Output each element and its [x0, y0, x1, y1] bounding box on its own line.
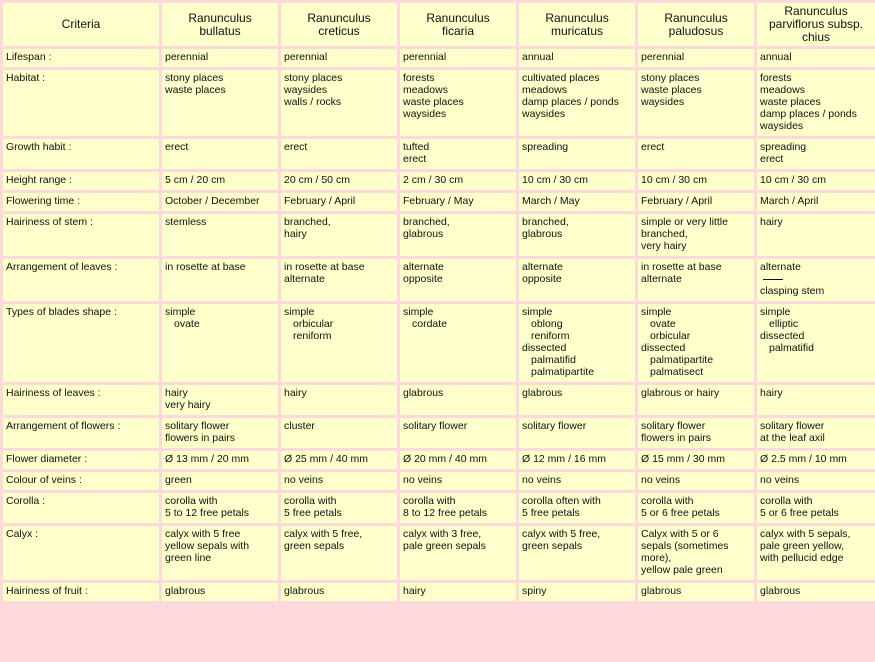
cell-line: annual [522, 51, 554, 63]
cell-line: waysides [284, 84, 328, 96]
table-cell [638, 172, 754, 190]
table-row [3, 139, 875, 169]
cell-line: Ø 13 mm / 20 mm [165, 453, 250, 465]
cell-line: stony places [284, 72, 343, 84]
cell-line: solitary flower [641, 420, 706, 432]
cell-line: glabrous [403, 228, 444, 240]
cell-line: 2 cm / 30 cm [403, 174, 464, 186]
criteria-label: Flowering time : [3, 193, 159, 211]
cell-line: hairy [284, 387, 307, 399]
cell-line: glabrous or hairy [641, 387, 720, 399]
table-cell [638, 451, 754, 469]
table-row [3, 193, 875, 211]
cell-line: waysides [522, 108, 566, 120]
cell-line: Ø 15 mm / 30 mm [641, 453, 726, 465]
table-cell [638, 304, 754, 382]
table-row [3, 385, 875, 415]
table-row [3, 49, 875, 67]
table-cell [400, 172, 516, 190]
cell-line: solitary flower [760, 420, 825, 432]
cell-line: simple or very little [641, 216, 728, 228]
table-cell [281, 70, 397, 136]
cell-line: perennial [165, 51, 209, 63]
cell-line: waysides [403, 108, 447, 120]
table-cell [757, 70, 875, 136]
table-cell [519, 451, 635, 469]
species-name-line: Ranunculus [664, 10, 728, 25]
species-name-line: muricatus [550, 23, 603, 38]
cell-line: calyx with 3 free, [403, 528, 482, 540]
cell-line: hairy [165, 387, 188, 399]
cell-line: waysides [641, 96, 685, 108]
table-row [3, 493, 875, 523]
table-cell [162, 418, 278, 448]
table-cell [757, 139, 875, 169]
cell-line: 5 free petals [522, 507, 580, 519]
cell-line: glabrous [641, 585, 682, 597]
table-cell [757, 304, 875, 382]
species-header [400, 3, 516, 46]
table-cell [281, 451, 397, 469]
table-cell [638, 70, 754, 136]
table-cell [757, 172, 875, 190]
table-cell [281, 385, 397, 415]
cell-line: no veins [403, 474, 443, 486]
cell-line: perennial [403, 51, 447, 63]
species-name-line: Ranunculus [545, 10, 609, 25]
cell-line: green [165, 474, 192, 486]
cell-line: no veins [760, 474, 800, 486]
species-name-line: ficaria [441, 23, 474, 38]
table-cell [519, 304, 635, 382]
table-cell [162, 70, 278, 136]
criteria-label: Hairiness of stem : [3, 214, 159, 256]
table-cell [162, 193, 278, 211]
species-name-line: parviflorus subsp. [768, 17, 864, 31]
cell-line: with pellucid edge [760, 552, 844, 564]
cell-line: corolla often with [522, 495, 601, 507]
species-name-line: Ranunculus [188, 10, 252, 25]
cell-line: meadows [522, 84, 567, 96]
table-row [3, 214, 875, 256]
cell-line: cluster [284, 420, 315, 432]
cell-line: calyx with 5 free [165, 528, 241, 540]
table-cell [162, 385, 278, 415]
cell-line: solitary flower [403, 420, 468, 432]
cell-line: very hairy [165, 399, 211, 411]
table-cell [638, 193, 754, 211]
table-cell [757, 193, 875, 211]
cell-line: at the leaf axil [760, 432, 825, 444]
table-cell [162, 304, 278, 382]
cell-line: simple [522, 306, 553, 318]
cell-line: orbicular [650, 330, 691, 342]
cell-line: green sepals [522, 540, 583, 552]
table-row [3, 451, 875, 469]
table-cell [519, 385, 635, 415]
cell-line: dissected [641, 342, 686, 354]
cell-line: erect [284, 141, 308, 153]
cell-line: waste places [165, 84, 226, 96]
cell-line: very hairy [641, 240, 687, 252]
cell-line: simple [760, 306, 791, 318]
cell-line: alternate [641, 273, 682, 285]
cell-line: no veins [522, 474, 562, 486]
cell-line: simple [403, 306, 434, 318]
table-cell [400, 451, 516, 469]
cell-line: annual [760, 51, 792, 63]
table-cell [638, 214, 754, 256]
table-cell [638, 139, 754, 169]
cell-line: damp places / ponds [760, 108, 857, 120]
cell-line: cordate [412, 318, 448, 330]
table-cell [757, 418, 875, 448]
cell-line: 5 or 6 free petals [760, 507, 839, 519]
cell-line: simple [165, 306, 196, 318]
table-cell [162, 493, 278, 523]
table-cell [162, 49, 278, 67]
cell-line: Ø 20 mm / 40 mm [403, 453, 488, 465]
table-cell [757, 583, 875, 601]
criteria-label: Corolla : [3, 493, 159, 523]
table-cell [757, 49, 875, 67]
species-name-line: Ranunculus [426, 10, 490, 25]
cell-line: February / April [641, 195, 713, 207]
cell-line: hairy [760, 216, 783, 228]
cell-line: erect [165, 141, 189, 153]
table-cell [638, 526, 754, 580]
cell-line: in rosette at base [284, 261, 365, 273]
cell-line: Ø 12 mm / 16 mm [522, 453, 607, 465]
table-cell [757, 385, 875, 415]
cell-line: flowers in pairs [165, 432, 236, 444]
table-cell [757, 493, 875, 523]
table-cell [162, 472, 278, 490]
table-cell [162, 451, 278, 469]
cell-line: calyx with 5 free, [284, 528, 363, 540]
table-cell [281, 304, 397, 382]
table-cell [400, 139, 516, 169]
cell-line: glabrous [522, 228, 563, 240]
table-cell [400, 304, 516, 382]
table-cell [519, 172, 635, 190]
table-cell [757, 259, 875, 301]
cell-line: Ø 2.5 mm / 10 mm [760, 453, 847, 465]
cell-line: glabrous [284, 585, 325, 597]
cell-line: Ø 25 mm / 40 mm [284, 453, 369, 465]
cell-line: walls / rocks [284, 96, 342, 108]
cell-line: yellow pale green [641, 564, 723, 576]
table-cell [400, 493, 516, 523]
cell-line: in rosette at base [165, 261, 246, 273]
table-cell [400, 526, 516, 580]
species-name-line: paludosus [668, 23, 724, 38]
cell-line: spreading [522, 141, 569, 153]
species-header [519, 3, 635, 46]
table-cell [281, 172, 397, 190]
table-cell [757, 451, 875, 469]
cell-line: palmatipartite [650, 354, 714, 366]
table-cell [162, 139, 278, 169]
cell-line: branched, [641, 228, 688, 240]
cell-line: spreading [760, 141, 807, 153]
cell-line: clasping stem [760, 285, 825, 297]
table-cell [519, 214, 635, 256]
criteria-label: Height range : [3, 172, 159, 190]
table-cell [519, 418, 635, 448]
cell-line: palmatifid [531, 354, 576, 366]
cell-line: simple [284, 306, 315, 318]
cell-line: pale green yellow, [760, 540, 845, 552]
table-row [3, 304, 875, 382]
cell-line: perennial [641, 51, 685, 63]
cell-line: branched, [522, 216, 569, 228]
cell-line: forests [760, 72, 792, 84]
table-cell [519, 493, 635, 523]
cell-line: elliptic [769, 318, 799, 330]
cell-line: branched, [284, 216, 331, 228]
cell-line: 10 cm / 30 cm [760, 174, 826, 186]
table-cell [400, 70, 516, 136]
species-name-line: chius [801, 30, 830, 44]
table-cell [162, 583, 278, 601]
table-cell [281, 493, 397, 523]
cell-line: waste places [641, 84, 702, 96]
table-row [3, 526, 875, 580]
criteria-label: Habitat : [3, 70, 159, 136]
table-body [3, 49, 875, 601]
cell-line: 8 to 12 free petals [403, 507, 488, 519]
table-cell [519, 472, 635, 490]
table-row [3, 583, 875, 601]
criteria-label: Flower diameter : [3, 451, 159, 469]
criteria-label: Growth habit : [3, 139, 159, 169]
cell-line: orbicular [293, 318, 334, 330]
cell-line: glabrous [760, 585, 801, 597]
table-cell [519, 193, 635, 211]
cell-line: in rosette at base [641, 261, 722, 273]
table-row [3, 259, 875, 301]
table-cell [638, 259, 754, 301]
table-cell [519, 139, 635, 169]
criteria-label: Calyx : [3, 526, 159, 580]
table-cell [400, 418, 516, 448]
table-cell [400, 583, 516, 601]
cell-line: glabrous [403, 387, 444, 399]
table-cell [519, 583, 635, 601]
cell-line: 20 cm / 50 cm [284, 174, 350, 186]
cell-line: perennial [284, 51, 328, 63]
cell-line: palmatipartite [531, 366, 595, 378]
cell-line: forests [403, 72, 435, 84]
cell-line: oblong [531, 318, 563, 330]
criteria-header: Criteria [3, 3, 159, 46]
criteria-label: Arrangement of leaves : [3, 259, 159, 301]
table-cell [281, 259, 397, 301]
table-cell [400, 472, 516, 490]
table-cell [162, 259, 278, 301]
table-cell [162, 172, 278, 190]
table-cell [162, 526, 278, 580]
cell-line: stemless [165, 216, 207, 228]
cell-line: glabrous [165, 585, 206, 597]
table-cell [400, 385, 516, 415]
table-cell [757, 472, 875, 490]
cell-line: erect [760, 153, 784, 165]
cell-line: alternate [760, 261, 801, 273]
cell-line: corolla with [284, 495, 337, 507]
cell-line: 10 cm / 30 cm [641, 174, 707, 186]
cell-line: tufted [403, 141, 430, 153]
cell-line: corolla with [641, 495, 694, 507]
cell-line: spiny [522, 585, 547, 597]
criteria-label: Arrangement of flowers : [3, 418, 159, 448]
cell-line: cultivated places [522, 72, 600, 84]
cell-line: hairy [403, 585, 426, 597]
species-name-line: bullatus [199, 23, 241, 38]
species-header [757, 3, 875, 46]
table-cell [638, 385, 754, 415]
cell-line: calyx with 5 free, [522, 528, 601, 540]
species-header [162, 3, 278, 46]
cell-line: corolla with [403, 495, 456, 507]
table-cell [638, 472, 754, 490]
cell-line: more), [641, 552, 672, 564]
criteria-label: Lifespan : [3, 49, 159, 67]
cell-line: reniform [531, 330, 570, 342]
cell-line: alternate [403, 261, 444, 273]
table-cell [400, 259, 516, 301]
cell-line: dissected [760, 330, 805, 342]
cell-line: damp places / ponds [522, 96, 619, 108]
cell-line: no veins [641, 474, 681, 486]
table-cell [519, 70, 635, 136]
table-cell [281, 472, 397, 490]
table-cell [638, 418, 754, 448]
cell-line: green sepals [284, 540, 345, 552]
table-cell [519, 526, 635, 580]
cell-line: opposite [403, 273, 443, 285]
cell-line: opposite [522, 273, 562, 285]
dash-separator [763, 279, 783, 280]
cell-line: reniform [293, 330, 332, 342]
cell-line: October / December [165, 195, 260, 207]
cell-line: green line [165, 552, 212, 564]
criteria-label: Colour of veins : [3, 472, 159, 490]
header-row [3, 3, 875, 46]
cell-line: waste places [760, 96, 821, 108]
table-cell [400, 193, 516, 211]
cell-line: February / May [403, 195, 474, 207]
cell-line: alternate [284, 273, 325, 285]
cell-line: erect [403, 153, 427, 165]
cell-line: dissected [522, 342, 567, 354]
cell-line: stony places [641, 72, 700, 84]
cell-line: March / May [522, 195, 580, 207]
species-header [638, 3, 754, 46]
cell-line: sepals (sometimes [641, 540, 729, 552]
cell-line: solitary flower [522, 420, 587, 432]
table-cell [281, 526, 397, 580]
table-cell [519, 259, 635, 301]
cell-line: 10 cm / 30 cm [522, 174, 588, 186]
cell-line: meadows [403, 84, 448, 96]
table-cell [281, 139, 397, 169]
cell-line: 5 to 12 free petals [165, 507, 250, 519]
species-name-line: Ranunculus [307, 10, 371, 25]
table-cell [162, 214, 278, 256]
table-cell [519, 49, 635, 67]
table-cell [400, 49, 516, 67]
criteria-label: Hairiness of leaves : [3, 385, 159, 415]
cell-line: pale green sepals [403, 540, 486, 552]
cell-line: ovate [174, 318, 200, 330]
cell-line: no veins [284, 474, 324, 486]
criteria-label: Types of blades shape : [3, 304, 159, 382]
table-cell [281, 214, 397, 256]
species-header [281, 3, 397, 46]
table-row [3, 472, 875, 490]
table-cell [281, 583, 397, 601]
cell-line: hairy [284, 228, 307, 240]
criteria-label: Hairiness of fruit : [3, 583, 159, 601]
table-row [3, 70, 875, 136]
cell-line: meadows [760, 84, 805, 96]
cell-line: calyx with 5 sepals, [760, 528, 851, 540]
cell-line: waysides [760, 120, 804, 132]
cell-line: 5 or 6 free petals [641, 507, 720, 519]
cell-line: palmatifid [769, 342, 814, 354]
cell-line: flowers in pairs [641, 432, 712, 444]
table-cell [400, 214, 516, 256]
table-cell [757, 526, 875, 580]
cell-line [760, 273, 872, 285]
cell-line: 5 free petals [284, 507, 342, 519]
cell-line: March / April [760, 195, 819, 207]
table-row [3, 172, 875, 190]
cell-line: stony places [165, 72, 224, 84]
table-cell [638, 493, 754, 523]
table-cell [281, 193, 397, 211]
cell-line: corolla with [760, 495, 813, 507]
table-row [3, 418, 875, 448]
cell-line: simple [641, 306, 672, 318]
cell-line: solitary flower [165, 420, 230, 432]
cell-line: palmatisect [650, 366, 704, 378]
cell-line: 5 cm / 20 cm [165, 174, 226, 186]
cell-line: yellow sepals with [165, 540, 250, 552]
table-cell [638, 49, 754, 67]
cell-line: branched, [403, 216, 450, 228]
cell-line: waste places [403, 96, 464, 108]
cell-line: glabrous [522, 387, 563, 399]
species-name-line: Ranunculus [784, 4, 848, 18]
cell-line: erect [641, 141, 665, 153]
table-cell [638, 583, 754, 601]
cell-line: February / April [284, 195, 356, 207]
cell-line: hairy [760, 387, 783, 399]
table-cell [281, 418, 397, 448]
species-name-line: creticus [318, 23, 360, 38]
cell-line: ovate [650, 318, 676, 330]
cell-line: corolla with [165, 495, 218, 507]
cell-line: alternate [522, 261, 563, 273]
cell-line: Calyx with 5 or 6 [641, 528, 719, 540]
table-cell [281, 49, 397, 67]
table-cell [757, 214, 875, 256]
